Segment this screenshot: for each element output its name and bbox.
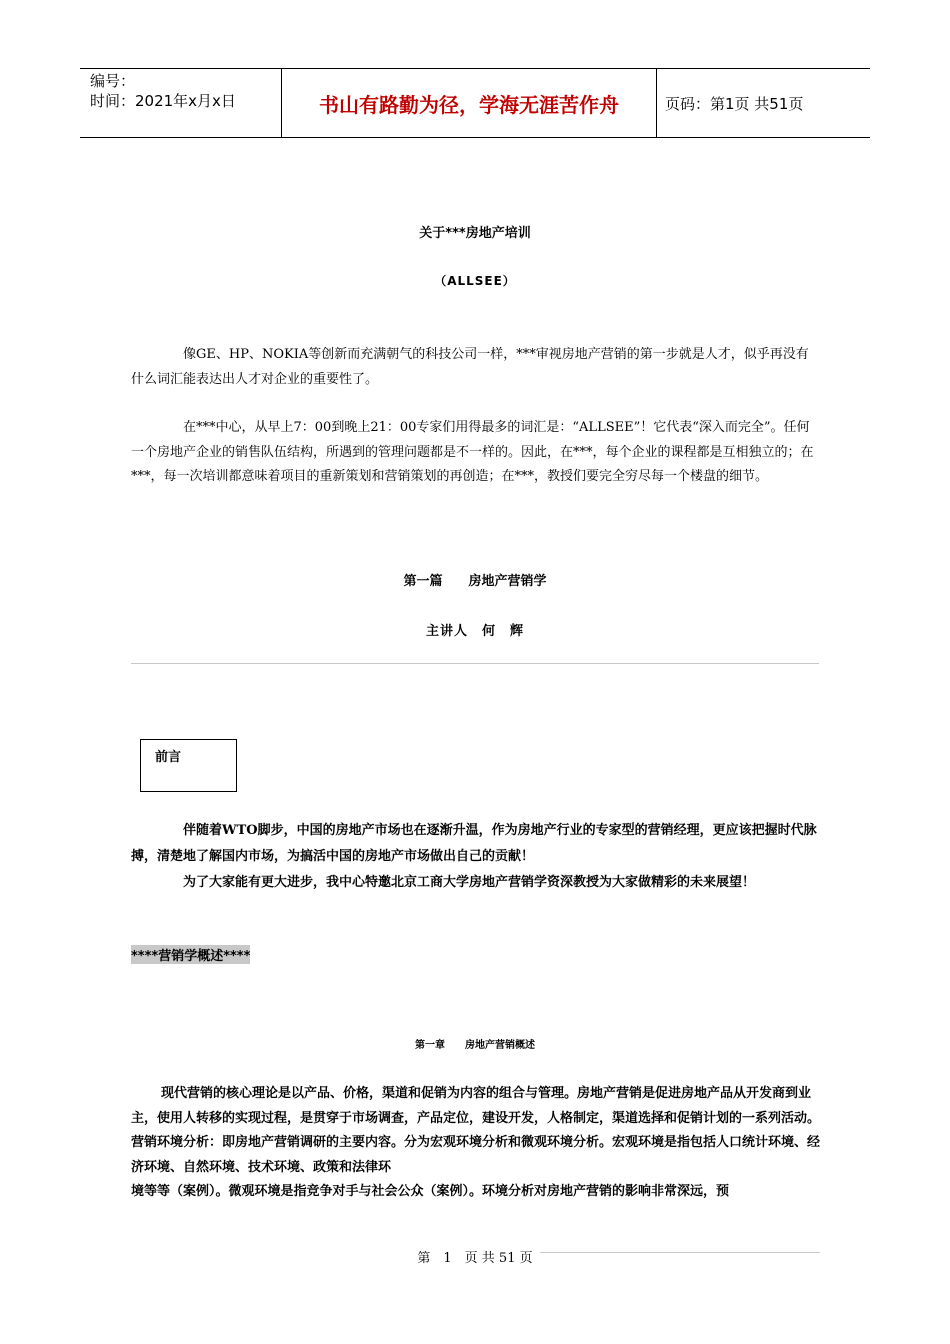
body-paragraph-1: 现代营销的核心理论是以产品、价格，渠道和促销为内容的组合与管理。房地产营销是促进房地产品从开发商到业主，使用人转移的实现过程，是贯穿于市场调查，产品定位，建设开发，人格制定，渠道选择和促销计划的一系列活动。 <box>131 1086 821 1126</box>
part-title: 第一篇 房地产营销学 <box>403 574 547 589</box>
intro-section <box>131 343 821 490</box>
header-page-info: 页码：第1页 共51页 <box>665 95 804 113</box>
preface-label: 前言 <box>155 750 182 765</box>
document-header <box>80 68 870 138</box>
preface-section <box>131 818 821 896</box>
document-title: 关于***房地产培训 <box>419 226 531 241</box>
page-footer: 第 1 页 共 51 页 <box>417 1251 533 1266</box>
time-label: 时间：2021年x月x日 <box>90 92 236 110</box>
preface-paragraph-1: 伴随着WTO脚步，中国的房地产市场也在逐渐升温，作为房地产行业的专家型的营销经理，更应该把握时代脉搏，清楚地了解国内市场，为搞活中国的房地产市场做出自己的贡献！ <box>131 823 817 864</box>
intro-paragraph-1: 像GE、HP、NOKIA等创新而充满朝气的科技公司一样，***审视房地产营销的第一步就是人才，似乎再没有什么词汇能表达出人才对企业的重要性了。 <box>131 347 809 387</box>
lecturer-line: 主讲人 何 辉 <box>425 624 524 639</box>
chapter-body <box>131 1082 821 1205</box>
chapter-title: 第一章 房地产营销概述 <box>415 1040 535 1051</box>
body-paragraph-2b: 境等等（案例）。微观环境是指竞争对手与社会公众（案例）。环境分析对房地产营销的影响非常深远，预 <box>131 1184 730 1199</box>
header-motto: 书山有路勤为径，学海无涯苦作舟 <box>281 69 657 137</box>
document-subtitle: （ALLSEE） <box>434 274 516 288</box>
number-label: 编号： <box>90 72 136 90</box>
divider <box>131 663 819 664</box>
body-paragraph-2a: 营销环境分析：即房地产营销调研的主要内容。分为宏观环境分析和微观环境分析。宏观环境是指包括人口统计环境、经济环境、自然环境、技术环境、政策和法律环 <box>131 1135 821 1175</box>
preface-box <box>140 739 237 792</box>
header-meta <box>90 71 280 111</box>
section-highlight: ****营销学概述**** <box>131 945 250 964</box>
preface-paragraph-2: 为了大家能有更大进步，我中心特邀北京工商大学房地产营销学资深教授为大家做精彩的未来展望！ <box>183 875 756 890</box>
intro-paragraph-2: 在***中心，从早上7：00到晚上21：00专家们用得最多的词汇是：“ALLSEE”！它代表“深入而完全”。任何一个房地产企业的销售队伍结构，所遇到的管理问题都是不一样的。因此，在***，每个企业的课程都是互相独立的；在***，每一次培训都意味着项目的重新策划和营销策划的再创造；在***，教授们要完全穷尽每一个楼盘的细节。 <box>131 420 814 484</box>
